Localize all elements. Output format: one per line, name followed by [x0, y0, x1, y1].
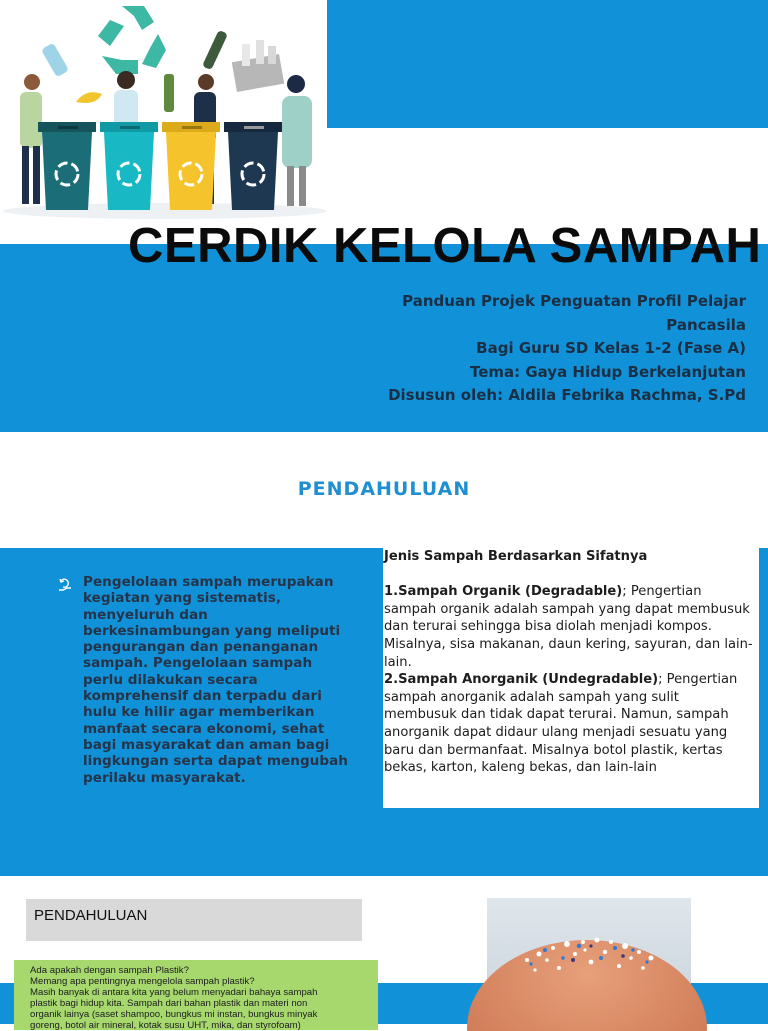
text-line: Memang apa pentingnya mengelola sampah plastik? [30, 976, 255, 987]
text-line: Ada apakah dengan sampah Plastik? [30, 965, 189, 976]
recycling-people-illustration [0, 0, 330, 224]
text-line: plastik bagi hidup kita. Sampah dari bahan plastik dan materi non [30, 998, 308, 1009]
text-line: organik lainya (saset shampoo, bungkus mi instan, bungkus minyak [30, 1009, 318, 1020]
plastic-text-box [14, 960, 378, 1030]
inorganic-title: 2.Sampah Anorganik (Undegradable) [384, 672, 659, 688]
label-text: PENDAHULUAN [34, 907, 148, 924]
subtitle-line: Panduan Projek Penguatan Profil Pelajar [402, 292, 746, 310]
plastic-slide [0, 888, 768, 1031]
microplastics-on-finger-photo [487, 898, 691, 1024]
bullet-paragraph: Pengelolaan sampah merupakan kegiatan yang sistematis, menyeluruh dan berkesinambungan yang meliputi pengurangan dan penanganan sampah. Pengelolaan sampah perlu dilakukan secara komprehensif dan terpadu dari hulu ke hilir agar memberikan manfaat secara ekonomi, sehat bagi masyarakat dan aman bagi lingkungan serta dapat mengubah perilaku masyarakat. [83, 574, 348, 786]
waste-types-card [383, 548, 759, 808]
card-title: Jenis Sampah Berdasarkan Sifatnya [384, 549, 648, 564]
organic-description: ; Pengertian sampah organik adalah sampah yang dapat membusuk dan terurai sehingga bisa diolah menjadi kompos. Misalnya, sisa makanan, daun kering, sayuran, dan lain-lain. [384, 584, 753, 670]
inorganic-description: ; Pengertian sampah anorganik adalah sampah yang sulit membusuk dan tidak dapat terurai. Namun, sampah anorganik dapat didaur ulang menjadi sesuatu yang baru dan bermanfaat. Misalnya botol plastik, kertas bekas, karton, kaleng bekas, dan lain-lain [384, 672, 738, 776]
subtitle-line: Tema: Gaya Hidup Berkelanjutan [469, 362, 746, 381]
subtitle-line: Pancasila [666, 315, 746, 334]
text-line: Masih banyak di antara kita yang belum menyadari bahaya sampah [30, 987, 318, 998]
subtitle-line: Bagi Guru SD Kelas 1-2 (Fase A) [476, 339, 746, 357]
title-slide [0, 0, 768, 432]
organic-title: 1.Sampah Organik (Degradable) [384, 584, 623, 600]
recycle-hand-icon [57, 577, 73, 593]
blue-band-top [327, 0, 768, 128]
text-line: goreng, botol air mineral, kotak susu UHT, mika, dan styrofoam) [30, 1020, 301, 1031]
subtitle-line: Disusun oleh: Aldila Febrika Rachma, S.Pd [388, 386, 746, 404]
inorganic-item [384, 671, 755, 777]
subtitle-block [346, 290, 746, 408]
organic-item [384, 583, 755, 671]
introduction-slide [0, 444, 768, 876]
slide-title: CERDIK KELOLA SAMPAH [128, 219, 762, 273]
section-heading: PENDAHULUAN [297, 478, 471, 500]
